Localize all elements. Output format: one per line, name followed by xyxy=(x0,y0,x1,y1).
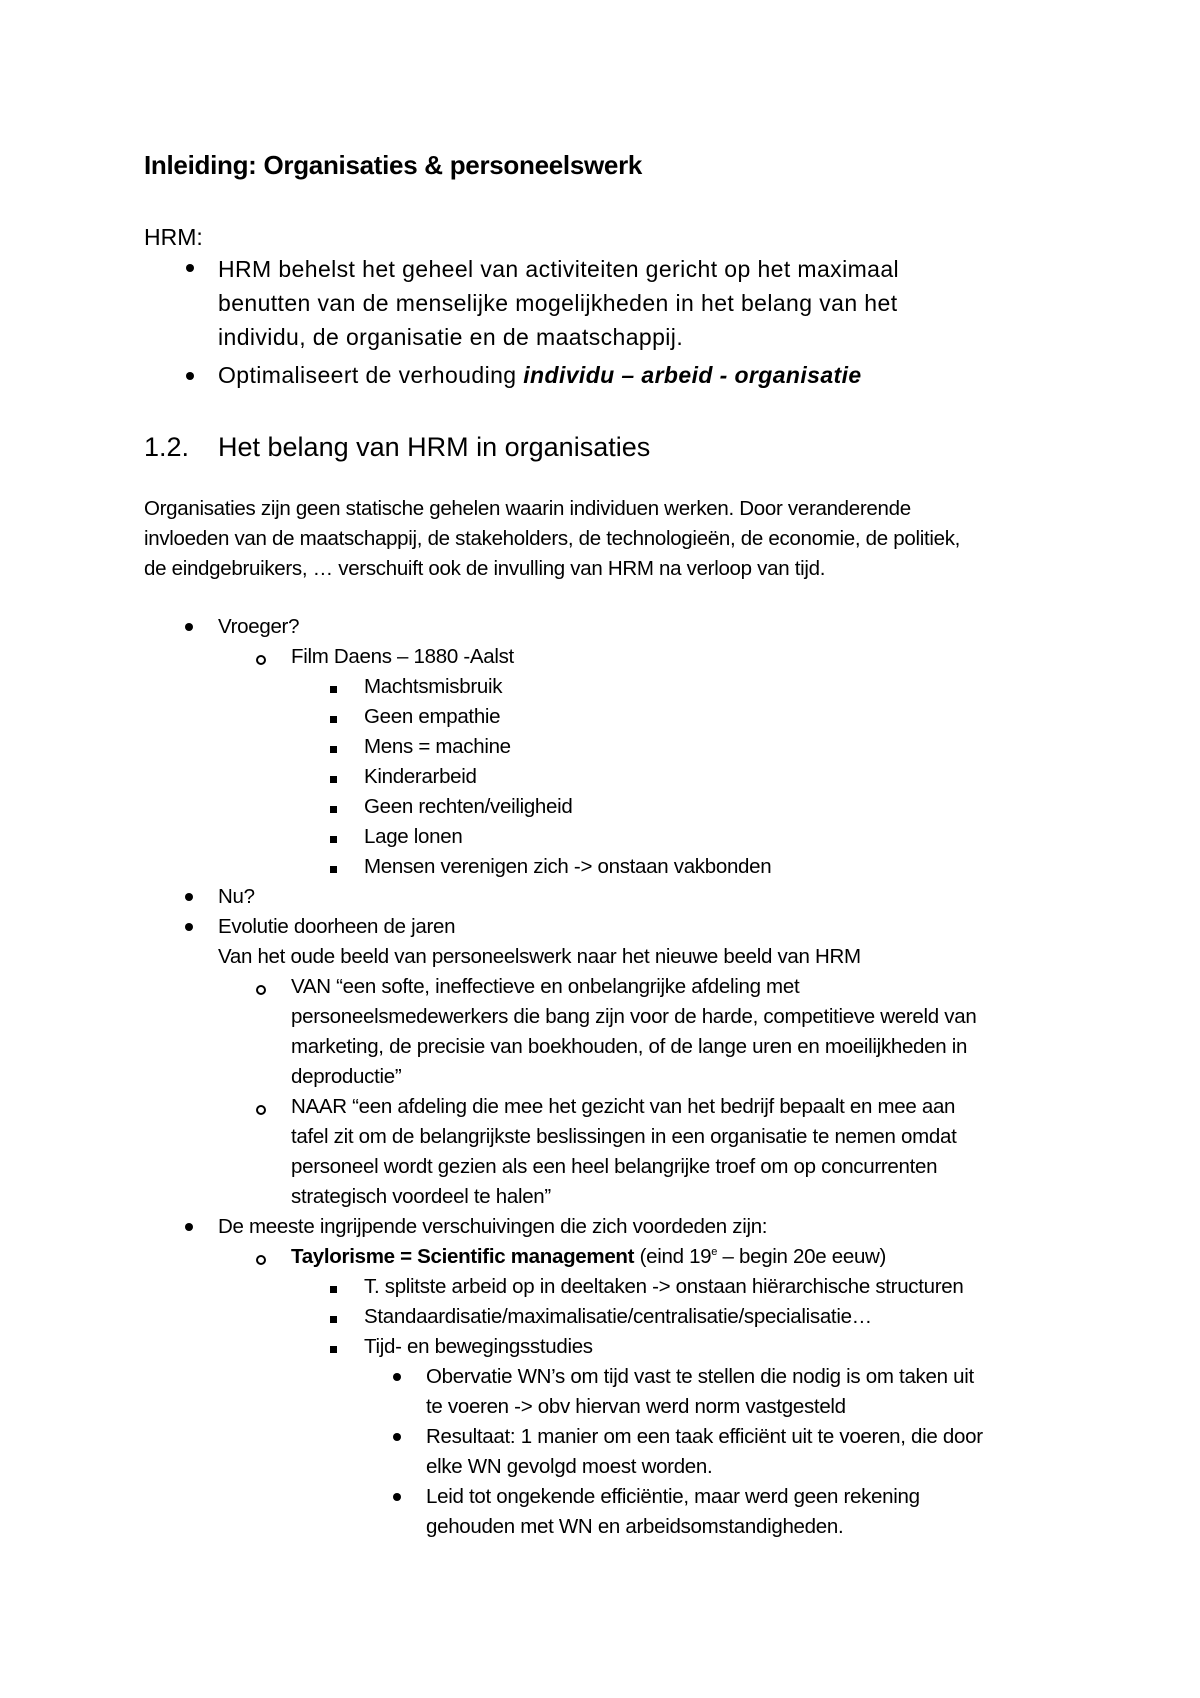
bullet-icon xyxy=(186,264,194,272)
taylorisme-period-start: (eind 19 xyxy=(634,1245,712,1268)
list-item: Geen empathie xyxy=(364,705,501,728)
hrm-label: HRM: xyxy=(144,224,203,250)
section-number: 1.2. xyxy=(144,432,190,462)
list-item: Standaardisatie/maximalisatie/centralisatie/specialisatie… xyxy=(364,1305,872,1328)
hrm-definition-line-2: benutten van de menselijke mogelijkheden in het belang van het xyxy=(218,290,898,316)
circle-bullet-icon xyxy=(256,655,266,665)
list-item: Geen rechten/veiligheid xyxy=(364,795,573,818)
list-item: Machtsmisbruik xyxy=(364,675,503,698)
taylorisme-term: Taylorisme = Scientific management xyxy=(291,1245,635,1268)
circle-bullet-icon xyxy=(256,985,266,995)
square-bullet-icon xyxy=(330,1286,337,1293)
list-item: T. splitste arbeid op in deeltaken -> onstaan hiërarchische structuren xyxy=(364,1275,964,1298)
list-item-evolutie: Evolutie doorheen de jaren xyxy=(218,915,456,938)
bullet-icon xyxy=(185,893,193,901)
intro-line-3: de eindgebruikers, … verschuift ook de invulling van HRM na verloop van tijd. xyxy=(144,557,826,580)
taylorisme-period-end: – begin 20e eeuw) xyxy=(717,1245,887,1268)
naar-line-2: tafel zit om de belangrijkste beslissingen in een organisatie te nemen omdat xyxy=(291,1125,957,1148)
studies-item-1-line-2: te voeren -> obv hiervan werd norm vastgesteld xyxy=(426,1395,846,1418)
intro-line-1: Organisaties zijn geen statische gehelen waarin individuen werken. Door veranderende xyxy=(144,497,911,520)
intro-line-2: invloeden van de maatschappij, de stakeholders, de technologieën, de economie, de politiek, xyxy=(144,527,961,550)
square-bullet-icon xyxy=(330,836,337,843)
list-item: Lage lonen xyxy=(364,825,463,848)
square-bullet-icon xyxy=(330,716,337,723)
section-title: Het belang van HRM in organisaties xyxy=(218,432,651,462)
van-line-3: marketing, de precisie van boekhouden, of de lange uren en moeilijkheden in xyxy=(291,1035,968,1058)
bullet-icon xyxy=(186,372,194,380)
naar-line-1: NAAR “een afdeling die mee het gezicht van het bedrijf bepaalt en mee aan xyxy=(291,1095,956,1118)
square-bullet-icon xyxy=(330,686,337,693)
list-item: Kinderarbeid xyxy=(364,765,477,788)
studies-item-2-line-1: Resultaat: 1 manier om een taak efficiënt uit te voeren, die door xyxy=(426,1425,983,1448)
list-item: Mensen verenigen zich -> onstaan vakbonden xyxy=(364,855,772,878)
square-bullet-icon xyxy=(330,866,337,873)
square-bullet-icon xyxy=(330,746,337,753)
list-item-nu: Nu? xyxy=(218,885,255,908)
hrm-definition-line-1: HRM behelst het geheel van activiteiten gericht op het maximaal xyxy=(218,256,900,282)
list-item-film: Film Daens – 1880 -Aalst xyxy=(291,645,514,668)
hrm-optimize-prefix: Optimaliseert de verhouding xyxy=(218,362,524,388)
studies-item-1-line-1: Obervatie WN’s om tijd vast te stellen die nodig is om taken uit xyxy=(426,1365,974,1388)
square-bullet-icon xyxy=(330,806,337,813)
square-bullet-icon xyxy=(330,1316,337,1323)
bullet-icon xyxy=(393,1433,401,1441)
van-line-1: VAN “een softe, ineffectieve en onbelangrijke afdeling met xyxy=(291,975,800,998)
hrm-optimize-line xyxy=(218,362,862,389)
list-item-vroeger: Vroeger? xyxy=(218,615,300,638)
taylorisme-superscript: e xyxy=(711,1246,718,1259)
square-bullet-icon xyxy=(330,776,337,783)
hrm-definition-line-3: individu, de organisatie en de maatschappij. xyxy=(218,324,684,350)
van-line-2: personeelsmedewerkers die bang zijn voor de harde, competitieve wereld van xyxy=(291,1005,977,1028)
bullet-icon xyxy=(185,923,193,931)
list-item-taylorisme xyxy=(291,1245,886,1269)
list-item-meeste: De meeste ingrijpende verschuivingen die zich voordeden zijn: xyxy=(218,1215,768,1238)
bullet-icon xyxy=(393,1493,401,1501)
document-title: Inleiding: Organisaties & personeelswerk xyxy=(144,150,643,180)
circle-bullet-icon xyxy=(256,1105,266,1115)
bullet-icon xyxy=(185,623,193,631)
list-item: Tijd- en bewegingsstudies xyxy=(364,1335,593,1358)
naar-line-3: personeel wordt gezien als een heel belangrijke troef om op concurrenten xyxy=(291,1155,938,1178)
evolutie-subtitle: Van het oude beeld van personeelswerk naar het nieuwe beeld van HRM xyxy=(218,945,861,968)
circle-bullet-icon xyxy=(256,1255,266,1265)
studies-item-2-line-2: elke WN gevolgd moest worden. xyxy=(426,1455,713,1478)
van-line-4: deproductie” xyxy=(291,1065,402,1088)
square-bullet-icon xyxy=(330,1346,337,1353)
studies-item-3-line-1: Leid tot ongekende efficiëntie, maar werd geen rekening xyxy=(426,1485,920,1508)
hrm-optimize-emphasis: individu – arbeid - organisatie xyxy=(523,362,862,388)
list-item: Mens = machine xyxy=(364,735,511,758)
bullet-icon xyxy=(393,1373,401,1381)
studies-item-3-line-2: gehouden met WN en arbeidsomstandigheden. xyxy=(426,1515,844,1538)
naar-line-4: strategisch voordeel te halen” xyxy=(291,1185,551,1208)
bullet-icon xyxy=(185,1223,193,1231)
